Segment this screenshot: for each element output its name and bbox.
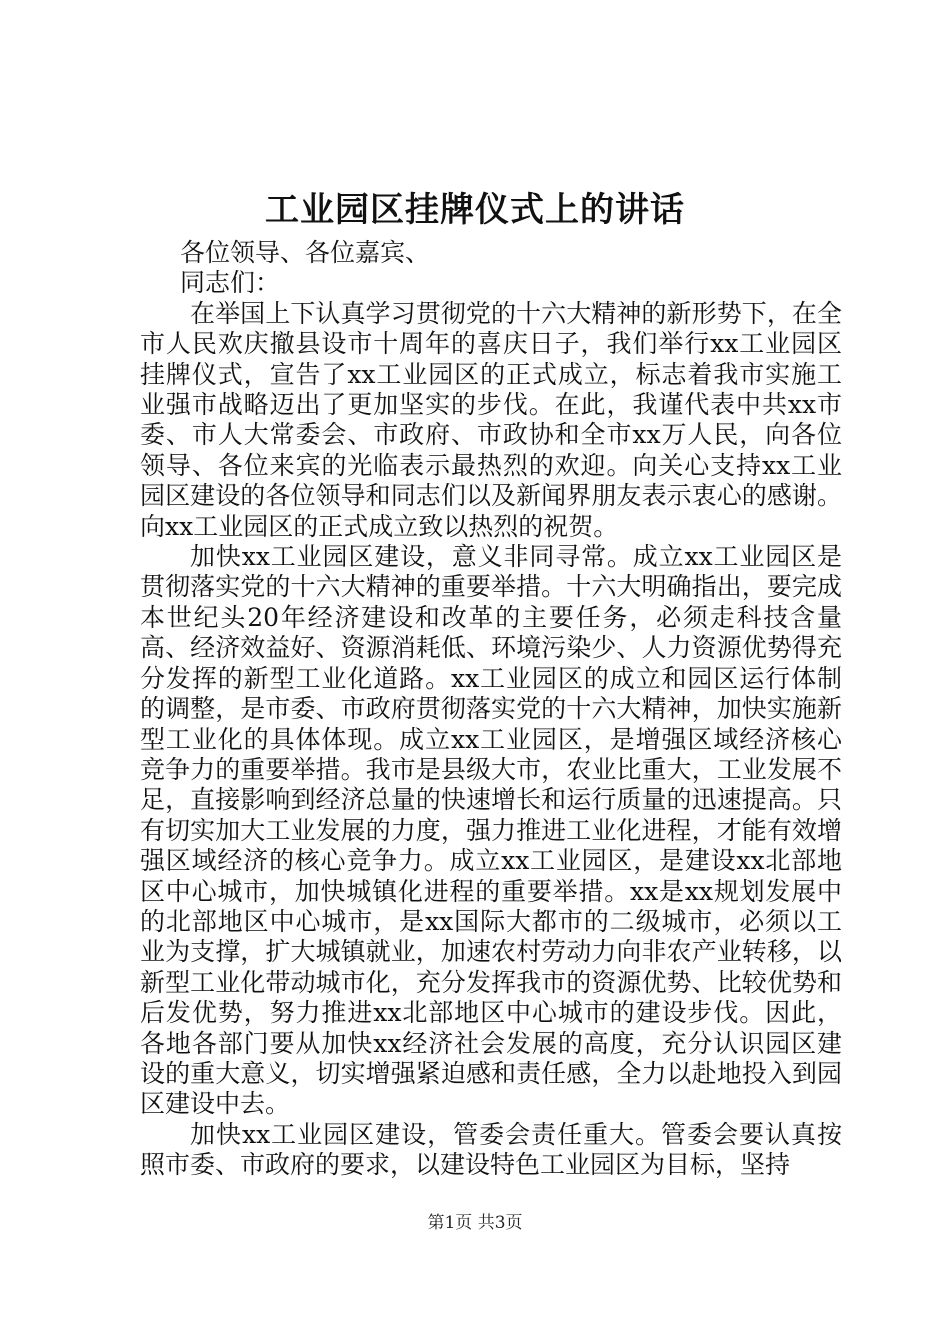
paragraph: 在举国上下认真学习贯彻党的十六大精神的新形势下，在全市人民欢庆撤县设市十周年的喜庆日子，我们举行xx工业园区挂牌仪式，宣告了xx工业园区的正式成立，标志着我市实施工业强市战略迈出了更加坚实的步伐。在此，我谨代表中共xx市委、市人大常委会、市政府、市政协和全市xx万人民，向各位领导、各位来宾的光临表示最热烈的欢迎。向关心支持xx工业园区建设的各位领导和同志们以及新闻界朋友表示衷心的感谢。向xx工业园区的正式成立致以热烈的祝贺。 — [140, 298, 842, 541]
page-number-footer: 第1页 共3页 — [427, 1213, 523, 1233]
paragraph: 加快xx工业园区建设，管委会责任重大。管委会要认真按照市委、市政府的要求，以建设特色工业园区为目标，坚持 — [140, 1119, 842, 1180]
document-title: 工业园区挂牌仪式上的讲话 — [265, 190, 685, 230]
salutation-line: 同志们： — [180, 268, 281, 298]
paragraph: 加快xx工业园区建设，意义非同寻常。成立xx工业园区是贯彻落实党的十六大精神的重要举措。十六大明确指出，要完成本世纪头20年经济建设和改革的主要任务，必须走科技含量高、经济效益好、资源消耗低、环境污染少、人力资源优势得充分发挥的新型工业化道路。xx工业园区的成立和园区运行体制的调整，是市委、市政府贯彻落实党的十六大精神，加快实施新型工业化的具体体现。成立xx工业园区，是增强区域经济核心竞争力的重要举措。我市是县级大市，农业比重大，工业发展不足，直接影响到经济总量的快速增长和运行质量的迅速提高。只有切实加大工业发展的力度，强力推进工业化进程，才能有效增强区域经济的核心竞争力。成立xx工业园区，是建设xx北部地区中心城市，加快城镇化进程的重要举措。xx是xx规划发展中的北部地区中心城市，是xx国际大都市的二级城市，必须以工业为支撑，扩大城镇就业，加速农村劳动力向非农产业转移，以新型工业化带动城市化，充分发挥我市的资源优势、比较优势和后发优势，努力推进xx北部地区中心城市的建设步伐。因此，各地各部门要从加快xx经济社会发展的高度，充分认识园区建设的重大意义，切实增强紧迫感和责任感，全力以赴地投入到园区建设中去。 — [140, 542, 842, 1119]
document-body — [140, 238, 842, 1181]
salutation-line: 各位领导、各位嘉宾、 — [180, 238, 431, 267]
